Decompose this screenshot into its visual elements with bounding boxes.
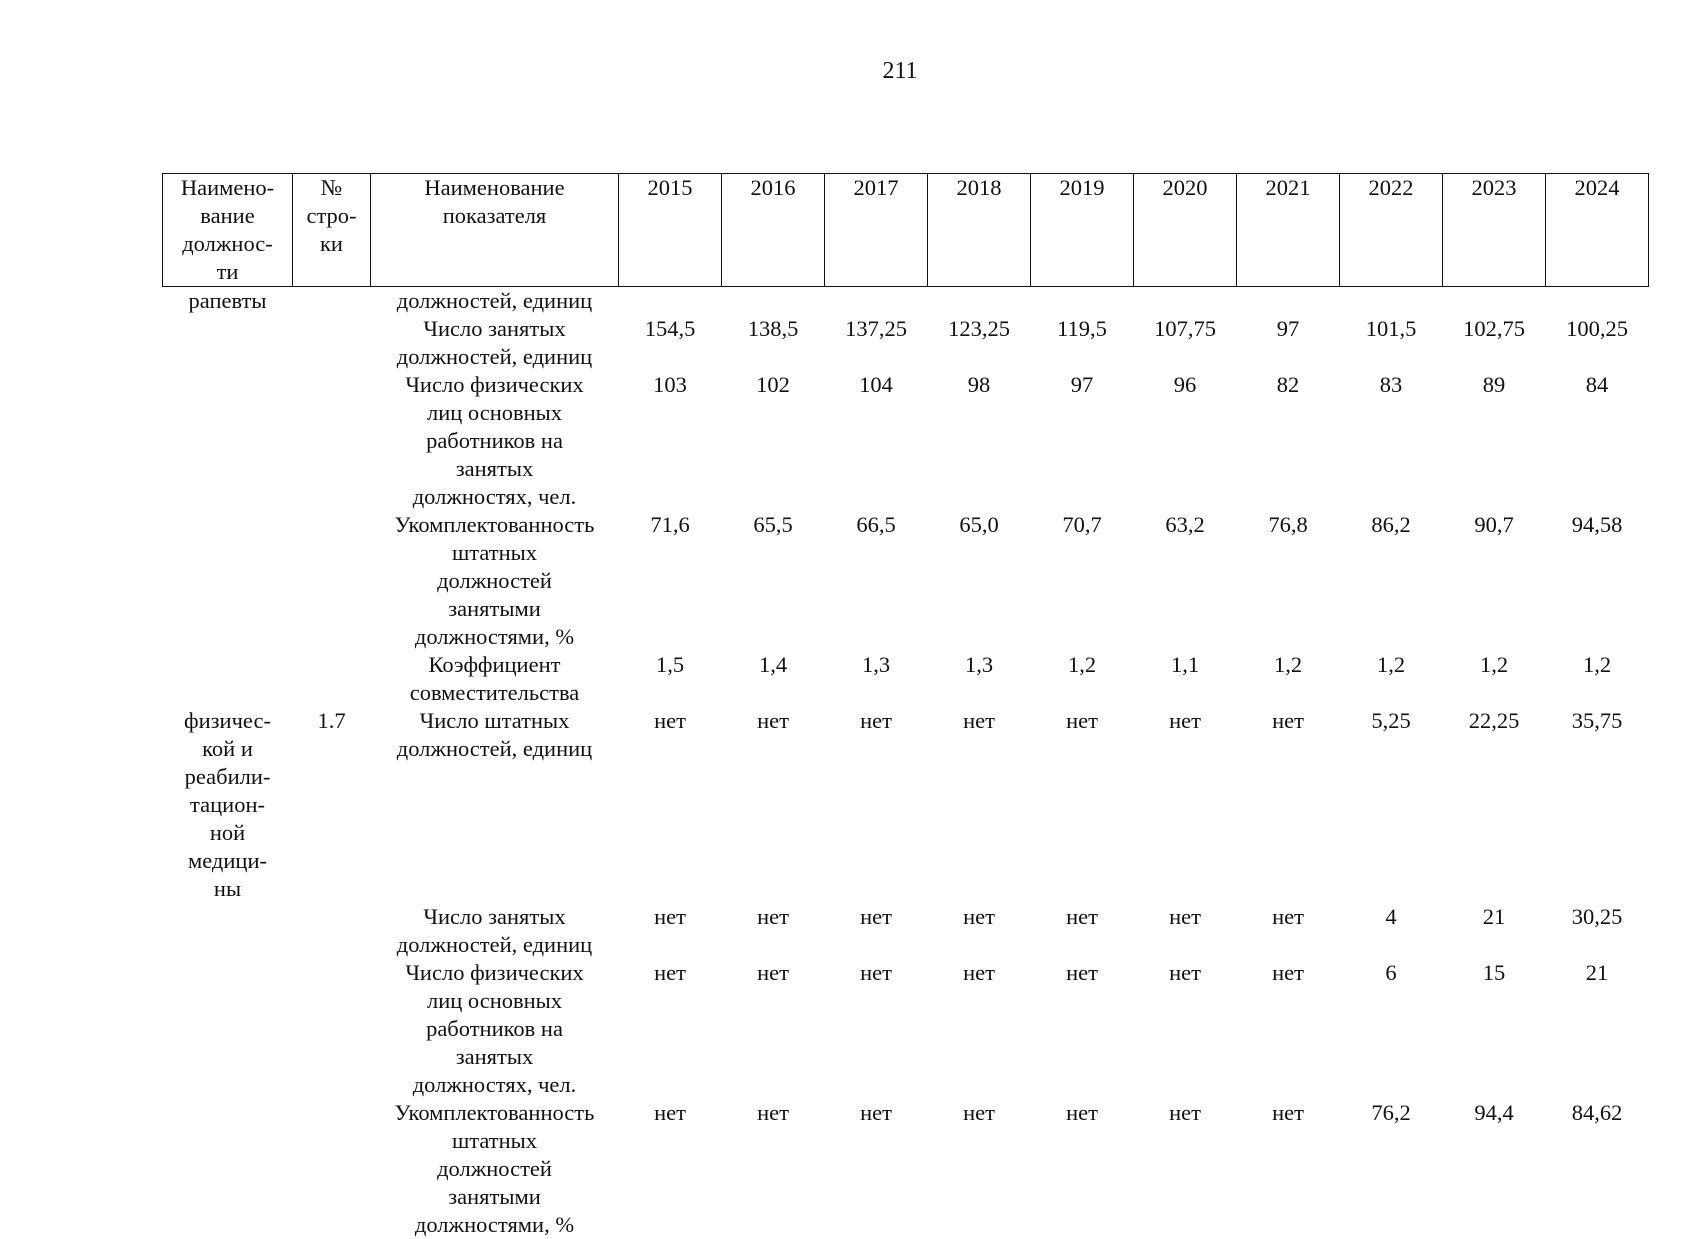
value-cell: нет bbox=[619, 959, 722, 1099]
value-cell: нет bbox=[619, 903, 722, 959]
row-number-cell bbox=[293, 903, 371, 959]
indicator-line: занятых bbox=[371, 1043, 619, 1071]
position-name-cell bbox=[163, 1099, 293, 1239]
header-year: 2019 bbox=[1031, 174, 1134, 287]
value-cell: 63,2 bbox=[1134, 511, 1237, 651]
value-cell: 5,25 bbox=[1340, 707, 1443, 903]
table-row bbox=[163, 903, 1649, 959]
value-cell: 65,0 bbox=[928, 511, 1031, 651]
value-cell: 76,8 bbox=[1237, 511, 1340, 651]
value-cell: нет bbox=[1237, 707, 1340, 903]
table-header bbox=[163, 174, 1649, 287]
value-cell: нет bbox=[928, 959, 1031, 1099]
staffing-table bbox=[162, 173, 1649, 1239]
value-cell bbox=[619, 287, 722, 316]
value-cell: 30,25 bbox=[1546, 903, 1649, 959]
value-cell: нет bbox=[1031, 959, 1134, 1099]
indicator-cell bbox=[371, 287, 619, 316]
value-cell: 1,1 bbox=[1134, 651, 1237, 707]
value-cell: 35,75 bbox=[1546, 707, 1649, 903]
value-cell: нет bbox=[722, 959, 825, 1099]
value-cell: 100,25 bbox=[1546, 315, 1649, 371]
row-number-cell bbox=[293, 959, 371, 1099]
indicator-line: занятыми bbox=[371, 1183, 619, 1211]
indicator-line: занятых bbox=[371, 455, 619, 483]
table-row bbox=[163, 1099, 1649, 1239]
value-cell: 66,5 bbox=[825, 511, 928, 651]
header-year: 2016 bbox=[722, 174, 825, 287]
value-cell bbox=[1134, 287, 1237, 316]
indicator-cell bbox=[371, 651, 619, 707]
value-cell: 86,2 bbox=[1340, 511, 1443, 651]
value-cell: нет bbox=[1237, 1099, 1340, 1239]
header-year: 2017 bbox=[825, 174, 928, 287]
row-number-cell bbox=[293, 371, 371, 511]
value-cell: 70,7 bbox=[1031, 511, 1134, 651]
value-cell: нет bbox=[619, 707, 722, 903]
position-name-cell bbox=[163, 651, 293, 707]
value-cell: 97 bbox=[1237, 315, 1340, 371]
table-row bbox=[163, 315, 1649, 371]
header-indicator: Наименование показателя bbox=[371, 174, 619, 287]
value-cell: 21 bbox=[1443, 903, 1546, 959]
value-cell: нет bbox=[1237, 959, 1340, 1099]
indicator-line: лиц основных bbox=[371, 399, 619, 427]
header-year: 2021 bbox=[1237, 174, 1340, 287]
value-cell: нет bbox=[928, 1099, 1031, 1239]
value-cell: 137,25 bbox=[825, 315, 928, 371]
indicator-line: Укомплектованность bbox=[371, 1099, 619, 1127]
row-number-cell: 1.7 bbox=[293, 707, 371, 903]
indicator-line: работников на bbox=[371, 1015, 619, 1043]
value-cell bbox=[1546, 287, 1649, 316]
header-row-number: № стро- ки bbox=[293, 174, 371, 287]
indicator-cell bbox=[371, 315, 619, 371]
position-name-cell bbox=[163, 315, 293, 371]
value-cell: 76,2 bbox=[1340, 1099, 1443, 1239]
position-name-cell bbox=[163, 371, 293, 511]
value-cell bbox=[825, 287, 928, 316]
position-name-cell bbox=[163, 511, 293, 651]
indicator-line: работников на bbox=[371, 427, 619, 455]
indicator-cell bbox=[371, 511, 619, 651]
table-row bbox=[163, 511, 1649, 651]
value-cell: 15 bbox=[1443, 959, 1546, 1099]
position-name-cell: физичес- кой и реабили- тацион- ной медици- ны bbox=[163, 707, 293, 903]
indicator-line: Число физических bbox=[371, 371, 619, 399]
value-cell: 83 bbox=[1340, 371, 1443, 511]
table-body bbox=[163, 287, 1649, 1239]
indicator-cell bbox=[371, 903, 619, 959]
value-cell: нет bbox=[825, 903, 928, 959]
value-cell: 1,2 bbox=[1237, 651, 1340, 707]
value-cell: нет bbox=[1031, 707, 1134, 903]
indicator-line: занятыми bbox=[371, 595, 619, 623]
value-cell: нет bbox=[928, 903, 1031, 959]
value-cell: 4 bbox=[1340, 903, 1443, 959]
value-cell bbox=[1237, 287, 1340, 316]
value-cell: 1,5 bbox=[619, 651, 722, 707]
row-number-cell bbox=[293, 1099, 371, 1239]
indicator-line: Число занятых bbox=[371, 903, 619, 931]
table-row bbox=[163, 959, 1649, 1099]
value-cell: 97 bbox=[1031, 371, 1134, 511]
indicator-line: должностей, единиц bbox=[371, 287, 619, 315]
indicator-line: должностями, % bbox=[371, 623, 619, 651]
value-cell: нет bbox=[825, 959, 928, 1099]
header-year: 2024 bbox=[1546, 174, 1649, 287]
value-cell: 84 bbox=[1546, 371, 1649, 511]
value-cell: 1,2 bbox=[1340, 651, 1443, 707]
value-cell: нет bbox=[619, 1099, 722, 1239]
value-cell: 94,4 bbox=[1443, 1099, 1546, 1239]
indicator-line: Число физических bbox=[371, 959, 619, 987]
header-year: 2015 bbox=[619, 174, 722, 287]
table-row bbox=[163, 287, 1649, 316]
indicator-line: должностей, единиц bbox=[371, 735, 619, 763]
value-cell: 96 bbox=[1134, 371, 1237, 511]
header-position: Наимено- вание должнос- ти bbox=[163, 174, 293, 287]
value-cell: 22,25 bbox=[1443, 707, 1546, 903]
indicator-line: штатных bbox=[371, 1127, 619, 1155]
indicator-line: штатных bbox=[371, 539, 619, 567]
value-cell: 1,2 bbox=[1443, 651, 1546, 707]
value-cell: 82 bbox=[1237, 371, 1340, 511]
value-cell: нет bbox=[1237, 903, 1340, 959]
position-name-cell bbox=[163, 959, 293, 1099]
value-cell: нет bbox=[1134, 1099, 1237, 1239]
value-cell: 71,6 bbox=[619, 511, 722, 651]
value-cell: 119,5 bbox=[1031, 315, 1134, 371]
value-cell: 104 bbox=[825, 371, 928, 511]
value-cell: нет bbox=[722, 1099, 825, 1239]
value-cell: нет bbox=[722, 903, 825, 959]
indicator-line: Число штатных bbox=[371, 707, 619, 735]
value-cell: 65,5 bbox=[722, 511, 825, 651]
value-cell: нет bbox=[1134, 959, 1237, 1099]
position-name-cell: рапевты bbox=[163, 287, 293, 316]
indicator-line: Число занятых bbox=[371, 315, 619, 343]
value-cell: 107,75 bbox=[1134, 315, 1237, 371]
row-number-cell bbox=[293, 315, 371, 371]
value-cell: 101,5 bbox=[1340, 315, 1443, 371]
row-number-cell bbox=[293, 511, 371, 651]
value-cell: 21 bbox=[1546, 959, 1649, 1099]
value-cell: 1,2 bbox=[1546, 651, 1649, 707]
value-cell: нет bbox=[1031, 903, 1134, 959]
value-cell: 98 bbox=[928, 371, 1031, 511]
indicator-line: лиц основных bbox=[371, 987, 619, 1015]
indicator-cell bbox=[371, 707, 619, 903]
header-row bbox=[163, 174, 1649, 287]
value-cell bbox=[722, 287, 825, 316]
value-cell: 1,4 bbox=[722, 651, 825, 707]
header-year: 2023 bbox=[1443, 174, 1546, 287]
indicator-line: должностей, единиц bbox=[371, 931, 619, 959]
value-cell bbox=[1443, 287, 1546, 316]
indicator-line: должностями, % bbox=[371, 1211, 619, 1239]
header-year: 2022 bbox=[1340, 174, 1443, 287]
indicator-line: должностей bbox=[371, 567, 619, 595]
indicator-cell bbox=[371, 1099, 619, 1239]
indicator-line: должностях, чел. bbox=[371, 1071, 619, 1099]
value-cell: 1,2 bbox=[1031, 651, 1134, 707]
value-cell: 94,58 bbox=[1546, 511, 1649, 651]
value-cell: 102 bbox=[722, 371, 825, 511]
table-row bbox=[163, 651, 1649, 707]
header-year: 2018 bbox=[928, 174, 1031, 287]
header-year: 2020 bbox=[1134, 174, 1237, 287]
value-cell: нет bbox=[928, 707, 1031, 903]
value-cell: нет bbox=[1031, 1099, 1134, 1239]
table-row bbox=[163, 707, 1649, 903]
value-cell: 1,3 bbox=[825, 651, 928, 707]
value-cell: 102,75 bbox=[1443, 315, 1546, 371]
value-cell: 89 bbox=[1443, 371, 1546, 511]
value-cell: нет bbox=[1134, 707, 1237, 903]
page-number: 211 bbox=[0, 57, 1697, 85]
value-cell: нет bbox=[825, 707, 928, 903]
value-cell bbox=[1340, 287, 1443, 316]
value-cell: 84,62 bbox=[1546, 1099, 1649, 1239]
row-number-cell bbox=[293, 287, 371, 316]
indicator-line: совместительства bbox=[371, 679, 619, 707]
indicator-cell bbox=[371, 959, 619, 1099]
value-cell: 123,25 bbox=[928, 315, 1031, 371]
value-cell: 138,5 bbox=[722, 315, 825, 371]
value-cell: 154,5 bbox=[619, 315, 722, 371]
position-name-cell bbox=[163, 903, 293, 959]
value-cell: нет bbox=[722, 707, 825, 903]
value-cell bbox=[928, 287, 1031, 316]
value-cell: нет bbox=[825, 1099, 928, 1239]
row-number-cell bbox=[293, 651, 371, 707]
value-cell: нет bbox=[1134, 903, 1237, 959]
indicator-line: должностях, чел. bbox=[371, 483, 619, 511]
value-cell bbox=[1031, 287, 1134, 316]
indicator-line: Коэффициент bbox=[371, 651, 619, 679]
indicator-line: Укомплектованность bbox=[371, 511, 619, 539]
indicator-cell bbox=[371, 371, 619, 511]
value-cell: 1,3 bbox=[928, 651, 1031, 707]
indicator-line: должностей, единиц bbox=[371, 343, 619, 371]
indicator-line: должностей bbox=[371, 1155, 619, 1183]
value-cell: 90,7 bbox=[1443, 511, 1546, 651]
value-cell: 6 bbox=[1340, 959, 1443, 1099]
table-row bbox=[163, 371, 1649, 511]
value-cell: 103 bbox=[619, 371, 722, 511]
